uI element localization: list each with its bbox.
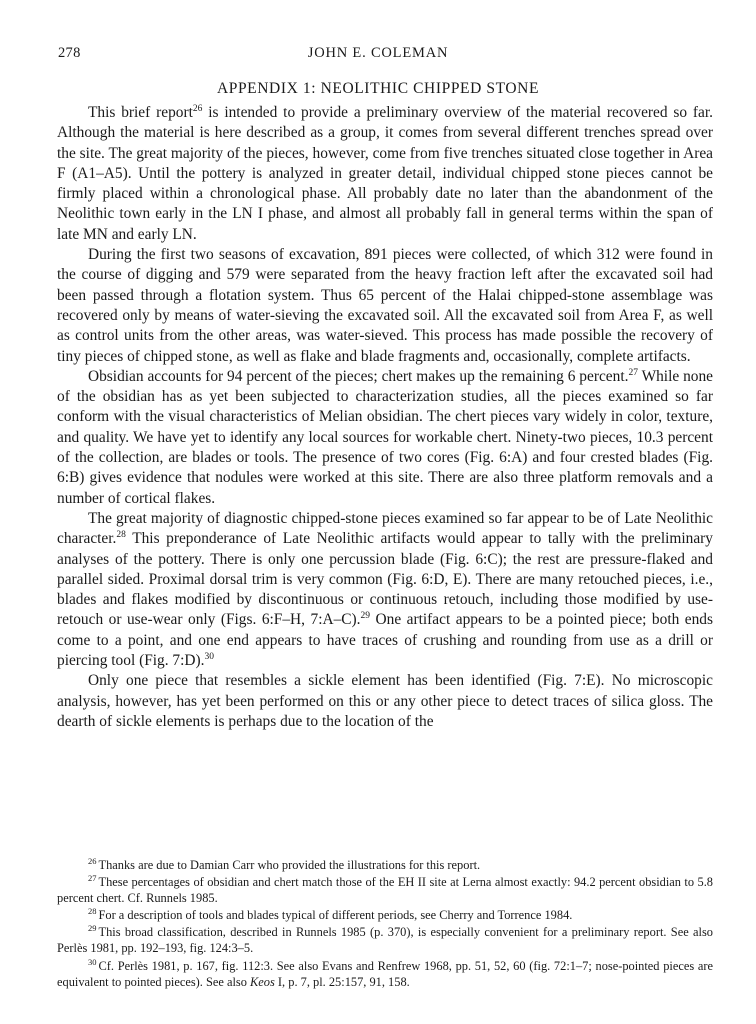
footnote-ref: 28: [116, 530, 126, 541]
footnote: [57, 958, 713, 990]
body-text: [57, 103, 713, 732]
text-run: While none of the obsidian has as yet been subjected to characterization studies, all the pieces examined so far conform with the visual characteristics of Melian obsidian. The chert pieces vary widely in color, texture, and quality. We have yet to identify any local sources for workable chert. Ninety-two pieces, 10.3 percent of the collection, are blades or tools. The presence of two cores (Fig. 6:A) and four crested blades (Fig. 6:B) gives evidence that nodules were worked at this site. There are also three platform removals and a number of cortical flakes.: [57, 367, 713, 507]
paragraph: [57, 509, 713, 671]
text-run: Cf. Perlès 1981, p. 167, fig. 112:3. See also Evans and Renfrew 1968, pp. 51, 52, 60 (fig. 72:1–7; nose-pointed pieces are equivalent to pointed pieces). See also: [57, 958, 713, 989]
footnote: [57, 857, 713, 873]
paragraph: [57, 671, 713, 732]
text-run: This brief report: [88, 104, 193, 121]
italic-text: Keos: [250, 974, 275, 989]
footnote-number: 28: [88, 906, 97, 917]
footnote-number: 27: [88, 873, 97, 884]
text-run: I, p. 7, pl. 25:157, 91, 158.: [274, 974, 410, 989]
text-run: These percentages of obsidian and chert match those of the EH II site at Lerna almost exactly: 94.2 percent obsidian to 5.8 percent chert. Cf. Runnels 1985.: [57, 875, 713, 906]
footnote-ref: 30: [204, 652, 214, 663]
paragraph: [57, 245, 713, 367]
footnote-ref: 26: [192, 104, 203, 114]
footnote: [57, 874, 713, 906]
text-run: Thanks are due to Damian Carr who provided the illustrations for this report.: [98, 858, 481, 872]
text-run: Only one piece that resembles a sickle element has been identified (Fig. 7:E). No microscopic analysis, however, has yet been performed on this or any other piece to detect traces of silica gloss. The dearth of sickle elements is perhaps due to the location of the: [57, 672, 713, 730]
footnote-ref: 27: [628, 367, 638, 378]
footnotes: [57, 857, 713, 990]
footnote-number: 26: [88, 856, 97, 866]
footnote: [57, 924, 713, 956]
footnote-number: 29: [88, 923, 97, 934]
text-run: Obsidian accounts for 94 percent of the pieces; chert makes up the remaining 6 percent.: [88, 367, 629, 385]
page-number: 278: [58, 45, 81, 61]
section-title: APPENDIX 1: NEOLITHIC CHIPPED STONE: [216, 80, 540, 97]
text-run: For a description of tools and blades typical of different periods, see Cherry and Torrence 1984.: [98, 908, 573, 923]
text-run: is intended to provide a preliminary overview of the material recovered so far. Although the material is here described as a group, it comes from several different trenches spread over the site. The great majority of the pieces, however, come from five trenches situated close together in Area F (A1–A5). Until the pottery is analyzed in greater detail, individual chipped stone pieces cannot be firmly placed within a chronological phase. All probably date no later than the abandonment of the Neolithic town early in the LN I phase, and almost all probably fall in general terms within the span of late MN and early LN.: [57, 104, 714, 243]
text-run: One artifact appears to be a pointed piece; both ends come to a point, and one end appears to have traces of crushing and rounding from use as a drill or piercing tool (Fig. 7:D).: [57, 611, 713, 670]
text-run: This preponderance of Late Neolithic artifacts would appear to tally with the preliminary analyses of the pottery. There is only one percussion blade (Fig. 6:C); the rest are pressure-flaked and parallel sided. Proximal dorsal trim is very common (Fig. 6:D, E). There are many retouched pieces, i.e., blades and flakes modified by discontinuous or continuous retouch, including those modified by use-retouch or use-wear only (Figs. 6:F–H, 7:A–C).: [57, 530, 713, 629]
paragraph: [57, 103, 713, 245]
paragraph: [57, 367, 713, 509]
footnote-number: 30: [88, 956, 97, 967]
footnote-ref: 29: [360, 611, 371, 622]
footnote: [57, 907, 713, 923]
text-run: The great majority of diagnostic chipped-stone pieces examined so far appear to be of Late Neolithic character.: [57, 509, 713, 548]
running-head: JOHN E. COLEMAN: [307, 45, 449, 61]
text-run: This broad classification, described in Runnels 1985 (p. 370), is especially convenient for a preliminary report. See also Perlès 1981, pp. 192–193, fig. 124:3–5.: [57, 925, 713, 956]
text-run: During the first two seasons of excavation, 891 pieces were collected, of which 312 were found in the course of digging and 579 were separated from the heavy fraction left after the excavated soil had been passed through a flotation system. Thus 65 percent of the Halai chipped-stone assemblage was recovered only by means of water-sieving the excavated soil. All the excavated soil from Area F, as well as control units from the other areas, was water-sieved. This process has made possible the recovery of tiny pieces of chipped stone, as well as flake and blade fragments and, occasionally, complete artifacts.: [57, 246, 713, 365]
